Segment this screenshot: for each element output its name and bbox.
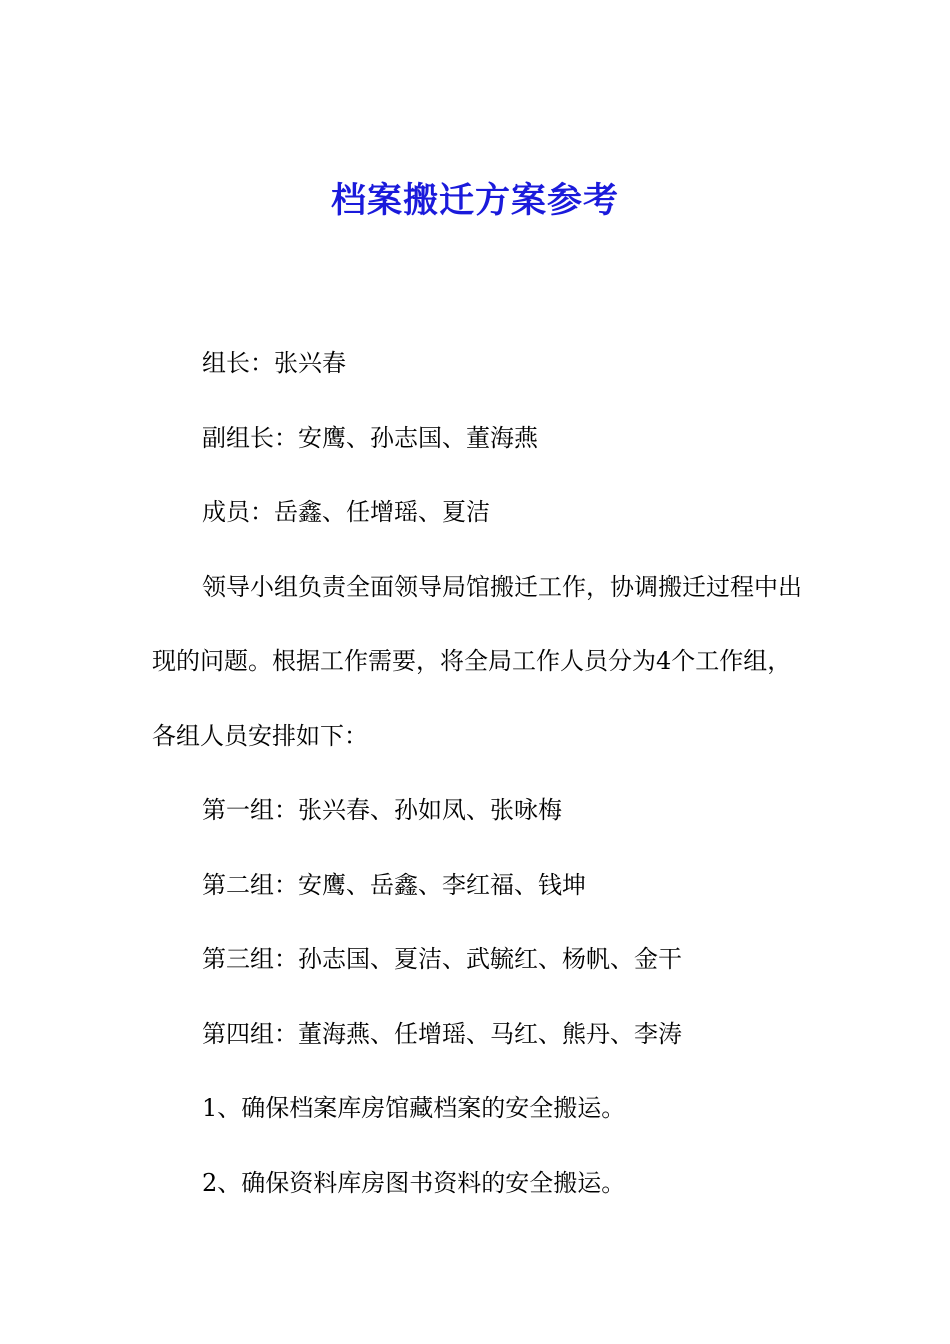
paragraph-item-2: 2、确保资料库房图书资料的安全搬运。: [202, 1168, 626, 1197]
document-title: 档案搬迁方案参考: [330, 181, 619, 221]
paragraph-group-four: 第四组：董海燕、任增瑶、马红、熊丹、李涛: [202, 1019, 682, 1048]
paragraph-item-1: 1、确保档案库房馆藏档案的安全搬运。: [202, 1094, 626, 1122]
paragraph-responsibilities: 领导小组负责全面领导局馆搬迁工作，协调搬迁过程中出现的问题。根据工作需要，将全局工作人员分为4个工作组，各组人员安排如下：: [152, 572, 802, 750]
paragraph-group-one: 第一组：张兴春、孙如凤、张咏梅: [202, 796, 562, 824]
paragraph-deputy-leaders: 副组长：安鹰、孙志国、董海燕: [202, 423, 538, 452]
paragraph-group-three: 第三组：孙志国、夏洁、武毓红、杨帆、金干: [202, 945, 682, 973]
document-body: [152, 326, 802, 1220]
paragraph-group-two: 第二组：安鹰、岳鑫、李红福、钱坤: [202, 870, 586, 899]
paragraph-members: 成员：岳鑫、任增瑶、夏洁: [202, 498, 490, 526]
paragraph-group-leader: 组长：张兴春: [202, 349, 346, 377]
